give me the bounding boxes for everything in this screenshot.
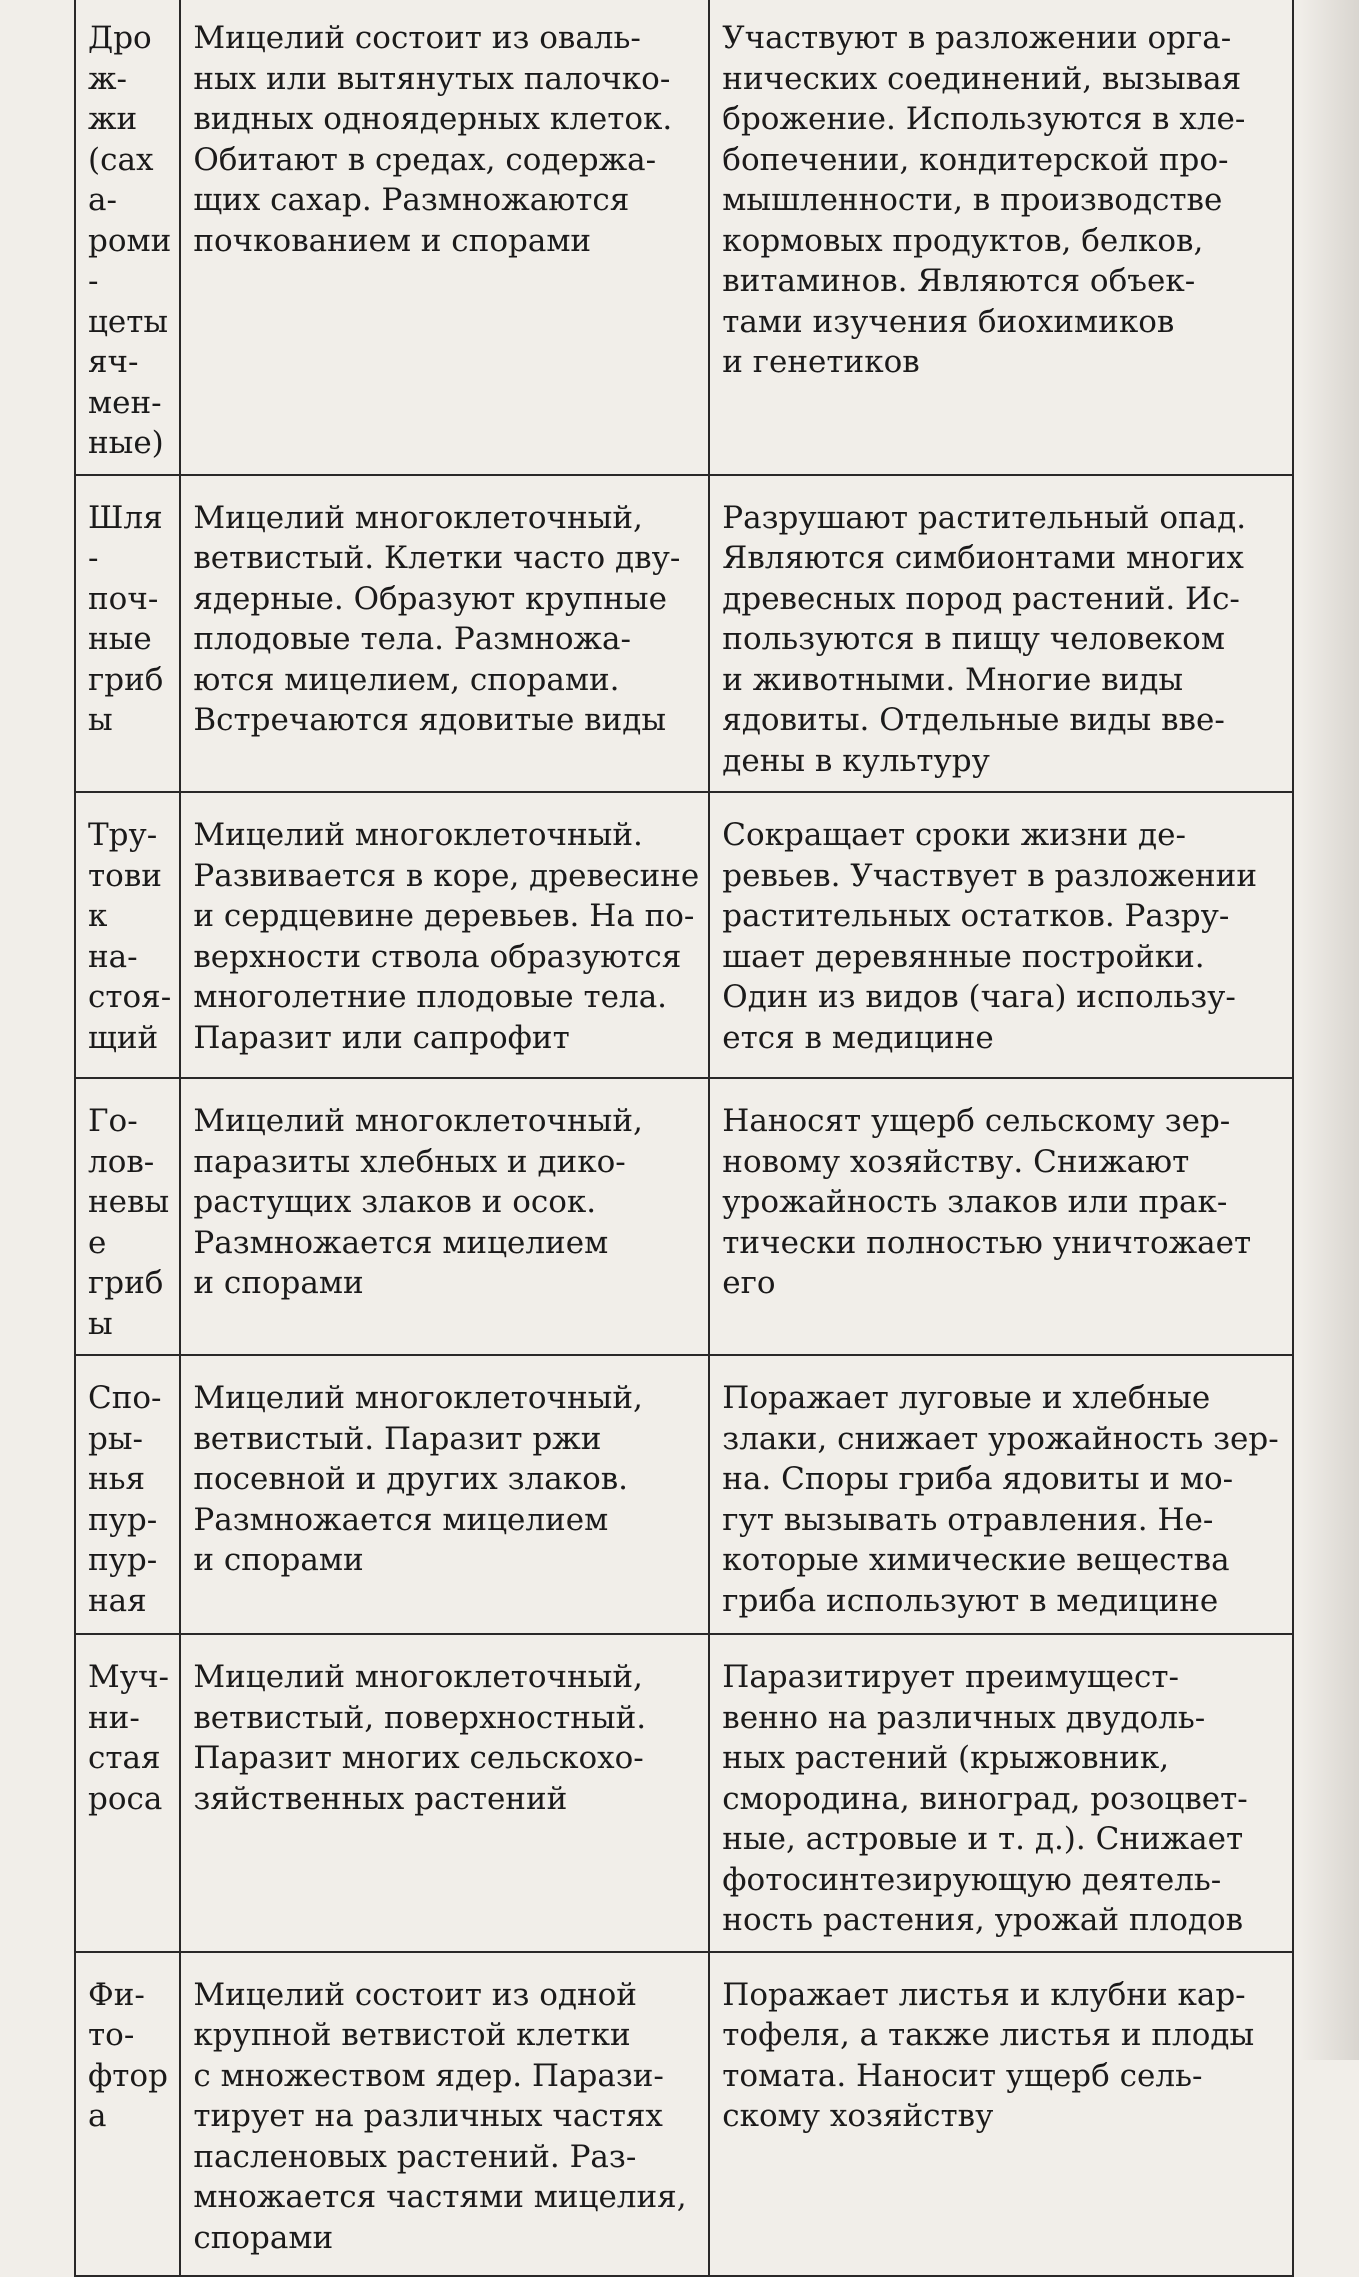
table-row [75,1078,1293,1355]
fungus-name-cell: Тру- товик на- стоя- щий [75,792,180,1078]
description-cell: Мицелий многоклеточный. Развивается в коре, древесине и сердцевине деревьев. На по- верхности ствола образуются многолетние плодовые тела. Паразит или сапрофит [180,792,709,1078]
table-row [75,1952,1293,2276]
table-row [75,1355,1293,1634]
fungus-name-cell: Го- лов- невые грибы [75,1078,180,1355]
description-cell: Мицелий состоит из одной крупной ветвистой клетки с множеством ядер. Парази- тирует на различных частях пасленовых растений. Раз- множается частями мицелия, спорами [180,1952,709,2276]
description-cell: Мицелий многоклеточный, ветвистый, поверхностный. Паразит многих сельскохо- зяйственных растений [180,1634,709,1952]
description-cell: Мицелий многоклеточный, ветвистый. Паразит ржи посевной и других злаков. Размножается мицелием и спорами [180,1355,709,1634]
fungus-name-cell: Спо- ры- нья пур- пур- ная [75,1355,180,1634]
role-cell: Сокращает сроки жизни де- ревьев. Участвует в разложении растительных остатков. Разру- шает деревянные постройки. Один из видов (чага) использу- ется в медицине [709,792,1293,1078]
role-cell: Участвуют в разложении орга- нических соединений, вызывая брожение. Используются в хле- бопечении, кондитерской про- мышленности, в производстве кормовых продуктов, белков, витаминов. Являются объек- тами изучения биохимиков и генетиков [709,0,1293,475]
role-cell: Поражает луговые и хлебные злаки, снижает урожайность зер- на. Споры гриба ядовиты и мо- гут вызывать отравления. Не- которые химические вещества гриба используют в медицине [709,1355,1293,1634]
page-edge-shadow [1299,0,1359,2060]
role-cell: Поражает листья и клубни кар- тофеля, а также листья и плоды томата. Наносит ущерб сель- скому хозяйству [709,1952,1293,2276]
role-cell: Наносят ущерб сельскому зер- новому хозяйству. Снижают урожайность злаков или прак- тически полностью уничтожает его [709,1078,1293,1355]
description-cell: Мицелий многоклеточный, ветвистый. Клетки часто дву- ядерные. Образуют крупные плодовые тела. Размножа- ются мицелием, спорами. Встречаются ядовитые виды [180,475,709,793]
table-row [75,475,1293,793]
fungi-table [74,0,1294,2277]
fungus-name-cell: Шля- поч- ные грибы [75,475,180,793]
table-row [75,0,1293,475]
role-cell: Паразитирует преимущест- венно на различных двудоль- ных растений (крыжовник, смородина, виноград, розоцвет- ные, астровые и т. д.). Снижает фотосинтезирующую деятель- ность растения, урожай плодов [709,1634,1293,1952]
fungus-name-cell: Фи- то- фтора [75,1952,180,2276]
description-cell: Мицелий состоит из оваль- ных или вытянутых палочко- видных одноядерных клеток. Обитают в средах, содержа- щих сахар. Размножаются почкованием и спорами [180,0,709,475]
table-row [75,1634,1293,1952]
fungus-name-cell: Муч- ни- стая роса [75,1634,180,1952]
table-row [75,792,1293,1078]
description-cell: Мицелий многоклеточный, паразиты хлебных и дико- растущих злаков и осок. Размножается мицелием и спорами [180,1078,709,1355]
fungus-name-cell: Дрож- жи (саха- роми- цеты яч- мен- ные) [75,0,180,475]
role-cell: Разрушают растительный опад. Являются симбионтами многих древесных пород растений. Ис- пользуются в пищу человеком и животными. Многие виды ядовиты. Отдельные виды вве- дены в культуру [709,475,1293,793]
